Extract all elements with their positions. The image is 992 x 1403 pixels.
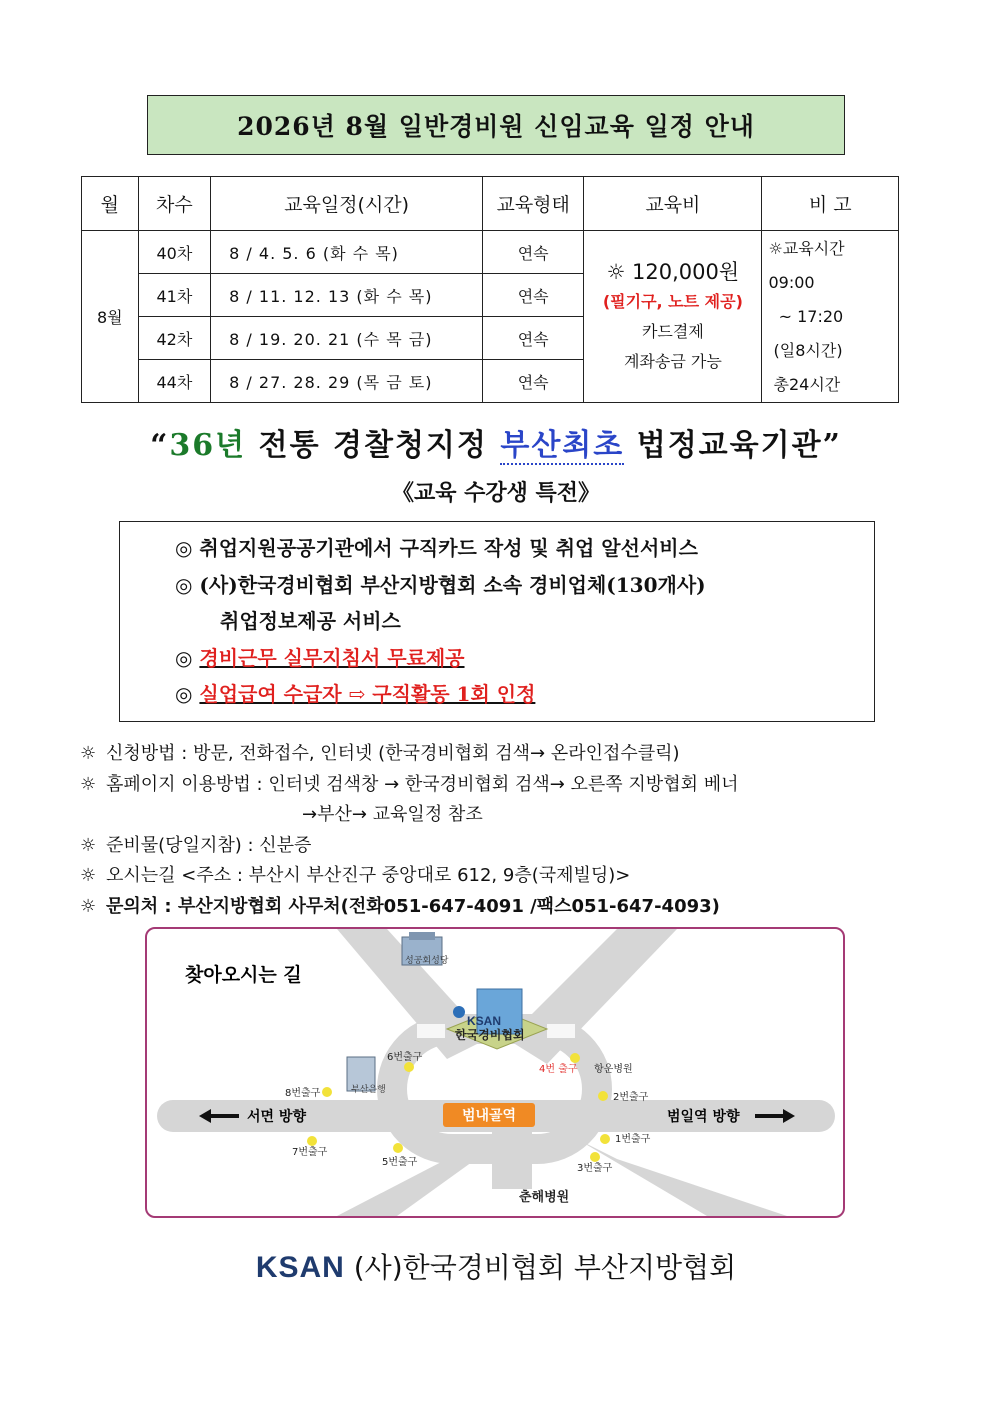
info-text: 홈페이지 이용방법 : 인터넷 검색창 → 한국경비협회 검색→ 오른쪽 지방협회 베너 [106,773,739,795]
map-east-label: 범일역 방향 [667,1109,740,1125]
info-text: 문의처 : 부산지방협회 사무처(전화051-647-4091 /팩스051-647-4093) [106,895,720,917]
info-prepare [80,831,738,862]
info-text: 오시는길 <주소 : 부산시 부산진구 중앙대로 612, 9층(국제빌딩)> [106,865,631,886]
schedule-cell: 8 / 19. 20. 21 (수 목 금) [211,317,483,360]
benefit-highlight: 실업급여 수급자 ⇨ 구직활동 1회 인정 [199,682,536,706]
footer [0,1246,992,1286]
ksan-map-name: 한국경비협회 [455,1028,525,1042]
benefit-item-continued: 취업정보제공 서비스 [220,609,401,633]
header-fee: 교육비 [584,177,762,231]
type-cell: 연속 [483,360,584,403]
exit-dot [393,1143,403,1153]
star-icon: ☼ [80,773,97,795]
header-schedule: 교육일정(시간) [211,177,483,231]
info-apply [80,739,738,770]
type-cell: 연속 [483,317,584,360]
ksan-map-logo: KSAN [467,1014,502,1028]
location-pin-icon [453,1006,465,1018]
star-icon: ☼ [80,743,97,764]
info-directions [80,861,738,892]
star-icon: ☼ [80,865,97,886]
round-cell: 40차 [138,231,211,274]
slogan-highlight: 부산최초 [500,428,625,463]
building-top-label: 성공회성당 [405,956,449,966]
info-homepage-cont: →부산→ 교육일정 참조 [302,804,483,825]
benefit-item [175,640,874,677]
star-icon: ☼ [80,895,97,917]
month-cell: 8월 [82,231,139,403]
exit7-label: 7번출구 [292,1147,328,1158]
header-month: 월 [82,177,139,231]
exit-dot [307,1136,317,1146]
benefits-box [119,521,875,722]
exit-dot [590,1152,600,1162]
schedule-cell: 8 / 11. 12. 13 (화 수 목) [211,274,483,317]
benefit-item [175,676,874,713]
benefit-item: ◎ 취업지원공공기관에서 구직카드 작성 및 취업 알선서비스 [175,536,698,560]
info-text: 준비물(당일지참) : 신분증 [106,834,312,856]
exit-dot [598,1091,608,1101]
exit4-label: 4번 출구 [539,1064,578,1075]
bank-label: 부산은행 [351,1085,386,1095]
crosswalk [417,1024,445,1038]
remarks-line: (일8시간) [768,340,843,360]
fee-card: 카드결제 [641,321,704,341]
road-se [577,1139,787,1216]
exit-dot [322,1087,332,1097]
schedule-table [81,176,899,403]
slogan-end: 법정교육기관” [624,428,842,463]
type-cell: 연속 [483,274,584,317]
info-homepage [80,770,738,801]
fee-includes: (필기구, 노트 제공) [602,291,743,311]
hospital-b-label: 춘해병원 [519,1190,570,1205]
map-svg [147,929,843,1216]
exit8-label: 8번출구 [285,1088,321,1099]
round-cell: 41차 [138,274,211,317]
exit-dot [600,1134,610,1144]
fee-transfer: 계좌송금 가능 [623,351,722,371]
header-type: 교육형태 [483,177,584,231]
footer-org: (사)한국경비협회 부산지방협회 [344,1251,737,1284]
round-cell: 44차 [138,360,211,403]
exit1-label: 1번출구 [615,1134,651,1145]
remarks-line: 총24시간 [768,374,841,394]
road-south [492,1129,532,1189]
info-text: 신청방법 : 방문, 전화접수, 인터넷 (한국경비협회 검색→ 온라인접수클릭) [106,743,680,764]
benefit-mark: ◎ [175,682,200,706]
slogan-middle: 전통 경찰청지정 [246,428,501,463]
type-cell: 연속 [483,231,584,274]
info-list [80,739,738,922]
benefit-highlight: 경비근무 실무지침서 무료제공 [199,645,465,670]
table-row [82,231,899,274]
schedule-cell: 8 / 4. 5. 6 (화 수 목) [211,231,483,274]
round-cell: 42차 [138,317,211,360]
remarks-cell [762,231,899,403]
map-heading: 찾아오시는 길 [185,964,302,986]
exit-dot [404,1062,414,1072]
remarks-line: ~ 17:20 [768,306,844,326]
benefit-mark: ◎ [175,645,200,670]
star-icon: ☼ [80,834,97,856]
header-remarks: 비 고 [762,177,899,231]
table-header-row [82,177,899,231]
remarks-line: 09:00 [768,272,815,292]
exit3-label: 3번출구 [577,1163,613,1174]
crosswalk [547,1024,575,1038]
page-title: 2026년 8월 일반경비원 신임교육 일정 안내 [147,95,845,155]
ksan-logo: KSAN [255,1251,345,1284]
benefits-title: 《교육 수강생 특전》 [391,480,601,506]
slogan [0,420,992,464]
exit6-label: 6번출구 [387,1052,423,1063]
header-round: 차수 [138,177,211,231]
exit2-label: 2번출구 [613,1092,649,1103]
slogan-open-quote: “ [150,428,170,463]
hospital-r-label: 항운병원 [594,1064,633,1075]
benefit-item: ◎ (사)한국경비협회 부산지방협회 소속 경비업체(130개사) [175,572,706,597]
schedule-cell: 8 / 27. 28. 29 (목 금 토) [211,360,483,403]
exit5-label: 5번출구 [382,1157,418,1168]
fee-amount: ☼ 120,000원 [606,259,740,284]
directions-map [145,927,845,1218]
remarks-line: ☼교육시간 [768,238,845,258]
slogan-years: 36년 [169,428,247,463]
station-label: 범내골역 [461,1108,517,1124]
fee-cell [584,231,762,403]
map-west-label: 서면 방향 [247,1109,306,1125]
info-contact [80,892,738,923]
exit-dot [570,1053,580,1063]
